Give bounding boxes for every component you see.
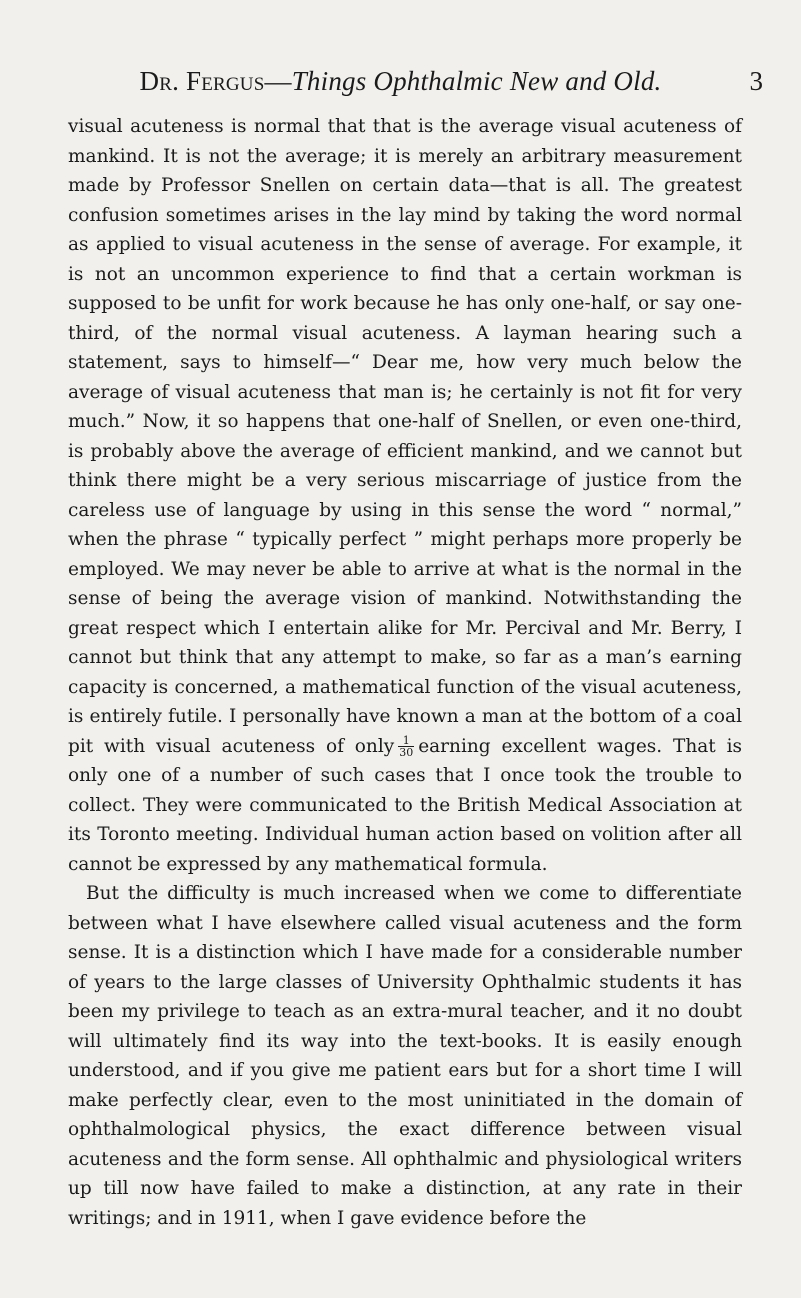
header-author: Dr. Fergus (139, 66, 265, 96)
paragraph-1 (68, 112, 742, 879)
header-article-title: Things Ophthalmic New and Old. (291, 66, 662, 96)
fraction-numerator: 1 (398, 735, 414, 747)
paragraph-1-text-after-fraction: earning excellent wages. That is only one of a number of such cases that I once took the trouble to collect. They were communicated to the British Medical Association at its Toronto meeting. Individual human action based on volition after all cannot be expressed by any mathematical formula. (68, 735, 742, 875)
running-header (38, 66, 763, 102)
body-text (68, 112, 742, 1233)
header-title (38, 66, 763, 97)
page-number: 3 (749, 66, 763, 96)
fraction (398, 735, 414, 758)
paragraph-1-text-before-fraction: visual acuteness is normal that that is the average visual acuteness of mankind. It is not the average; it is merely an arbitrary measurement made by Professor Snellen on certain data—that is all. The greatest confusion sometimes arises in the lay mind by taking the word normal as applied to visual acuteness in the sense of average. For example, it is not an uncommon experience to find that a certain workman is supposed to be unfit for work because he has only one-half, or say one-third, of the normal visual acuteness. A layman hearing such a statement, says to himself—“ Dear me, how very much below the average of visual acuteness that man is; he certainly is not fit for very much.” Now, it so happens that one-half of Snellen, or even one-third, is probably above the average of efficient mankind, and we cannot but think there might be a very serious miscarriage of justice from the careless use of language by using in this sense the word “ normal,” when the phrase “ typically perfect ” might perhaps more properly be employed. We may never be able to arrive at what is the normal in the sense of being the average vision of mankind. Notwithstanding the great respect which I entertain alike for Mr. Percival and Mr. Berry, I cannot but think that any attempt to make, so far as a man’s earning capacity is concerned, a mathematical function of the visual acuteness, is entirely futile. I personally have known a man at the bottom of a coal pit with visual acuteness of only (68, 116, 742, 757)
fraction-denominator: 30 (399, 746, 414, 759)
header-separator: — (264, 66, 292, 96)
paragraph-2: But the difficulty is much increased when we come to differentiate between what I have elsewhere called visual acuteness and the form sense. It is a distinction which I have made for a considerable number of years to the large classes of University Ophthalmic students it has been my privilege to teach as an extra-mural teacher, and it no doubt will ultimately find its way into the text-books. It is easily enough understood, and if you give me patient ears but for a short time I will make perfectly clear, even to the most uninitiated in the domain of ophthalmological physics, the exact difference between visual acuteness and the form sense. All ophthalmic and physiological writers up till now have failed to make a distinction, at any rate in their writings; and in 1911, when I gave evidence before the (68, 883, 742, 1229)
